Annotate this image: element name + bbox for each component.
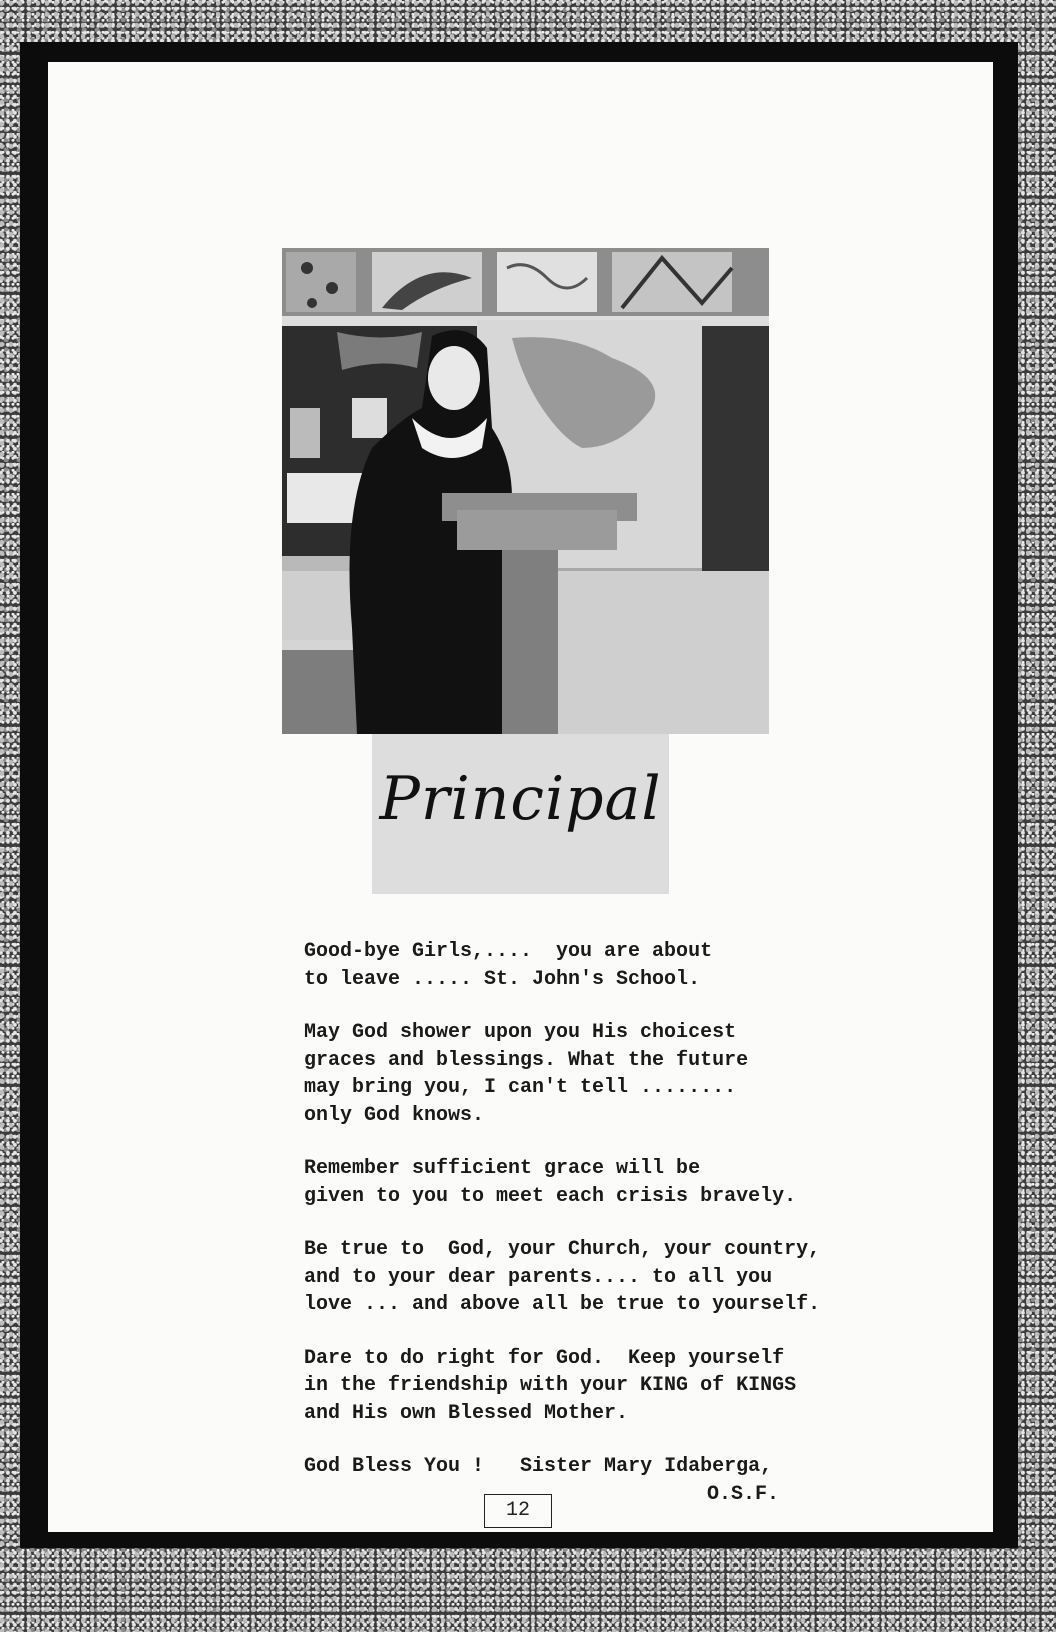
caption-box	[372, 734, 669, 894]
signature-order: O.S.F.	[707, 1482, 780, 1506]
letter-paragraph: Remember sufficient grace will be given to you to meet each crisis bravely.	[304, 1157, 797, 1208]
page-number: 12	[484, 1494, 552, 1528]
letter-paragraph: May God shower upon you His choicest graces and blessings. What the future may bring you, I can't tell ........ only God knows.	[304, 1021, 749, 1127]
letter-paragraph: Be true to God, your Church, your country, and to your dear parents.... to all you love ... and above all be true to yourself.	[304, 1238, 821, 1316]
closing-blessing: God Bless You !	[304, 1455, 485, 1478]
closing-signature-line	[304, 1453, 904, 1481]
principal-letter	[304, 938, 904, 1508]
letter-paragraph: Good-bye Girls,.... you are about to leave ..... St. John's School.	[304, 940, 713, 991]
principal-photo-illustration	[282, 248, 769, 734]
letter-paragraph: Dare to do right for God. Keep yourself in the friendship with your KING of KINGS and His own Blessed Mother.	[304, 1346, 797, 1425]
principal-photo	[282, 248, 769, 734]
caption-title: Principal	[379, 764, 662, 834]
signature-name: Sister Mary Idaberga,	[520, 1455, 773, 1478]
